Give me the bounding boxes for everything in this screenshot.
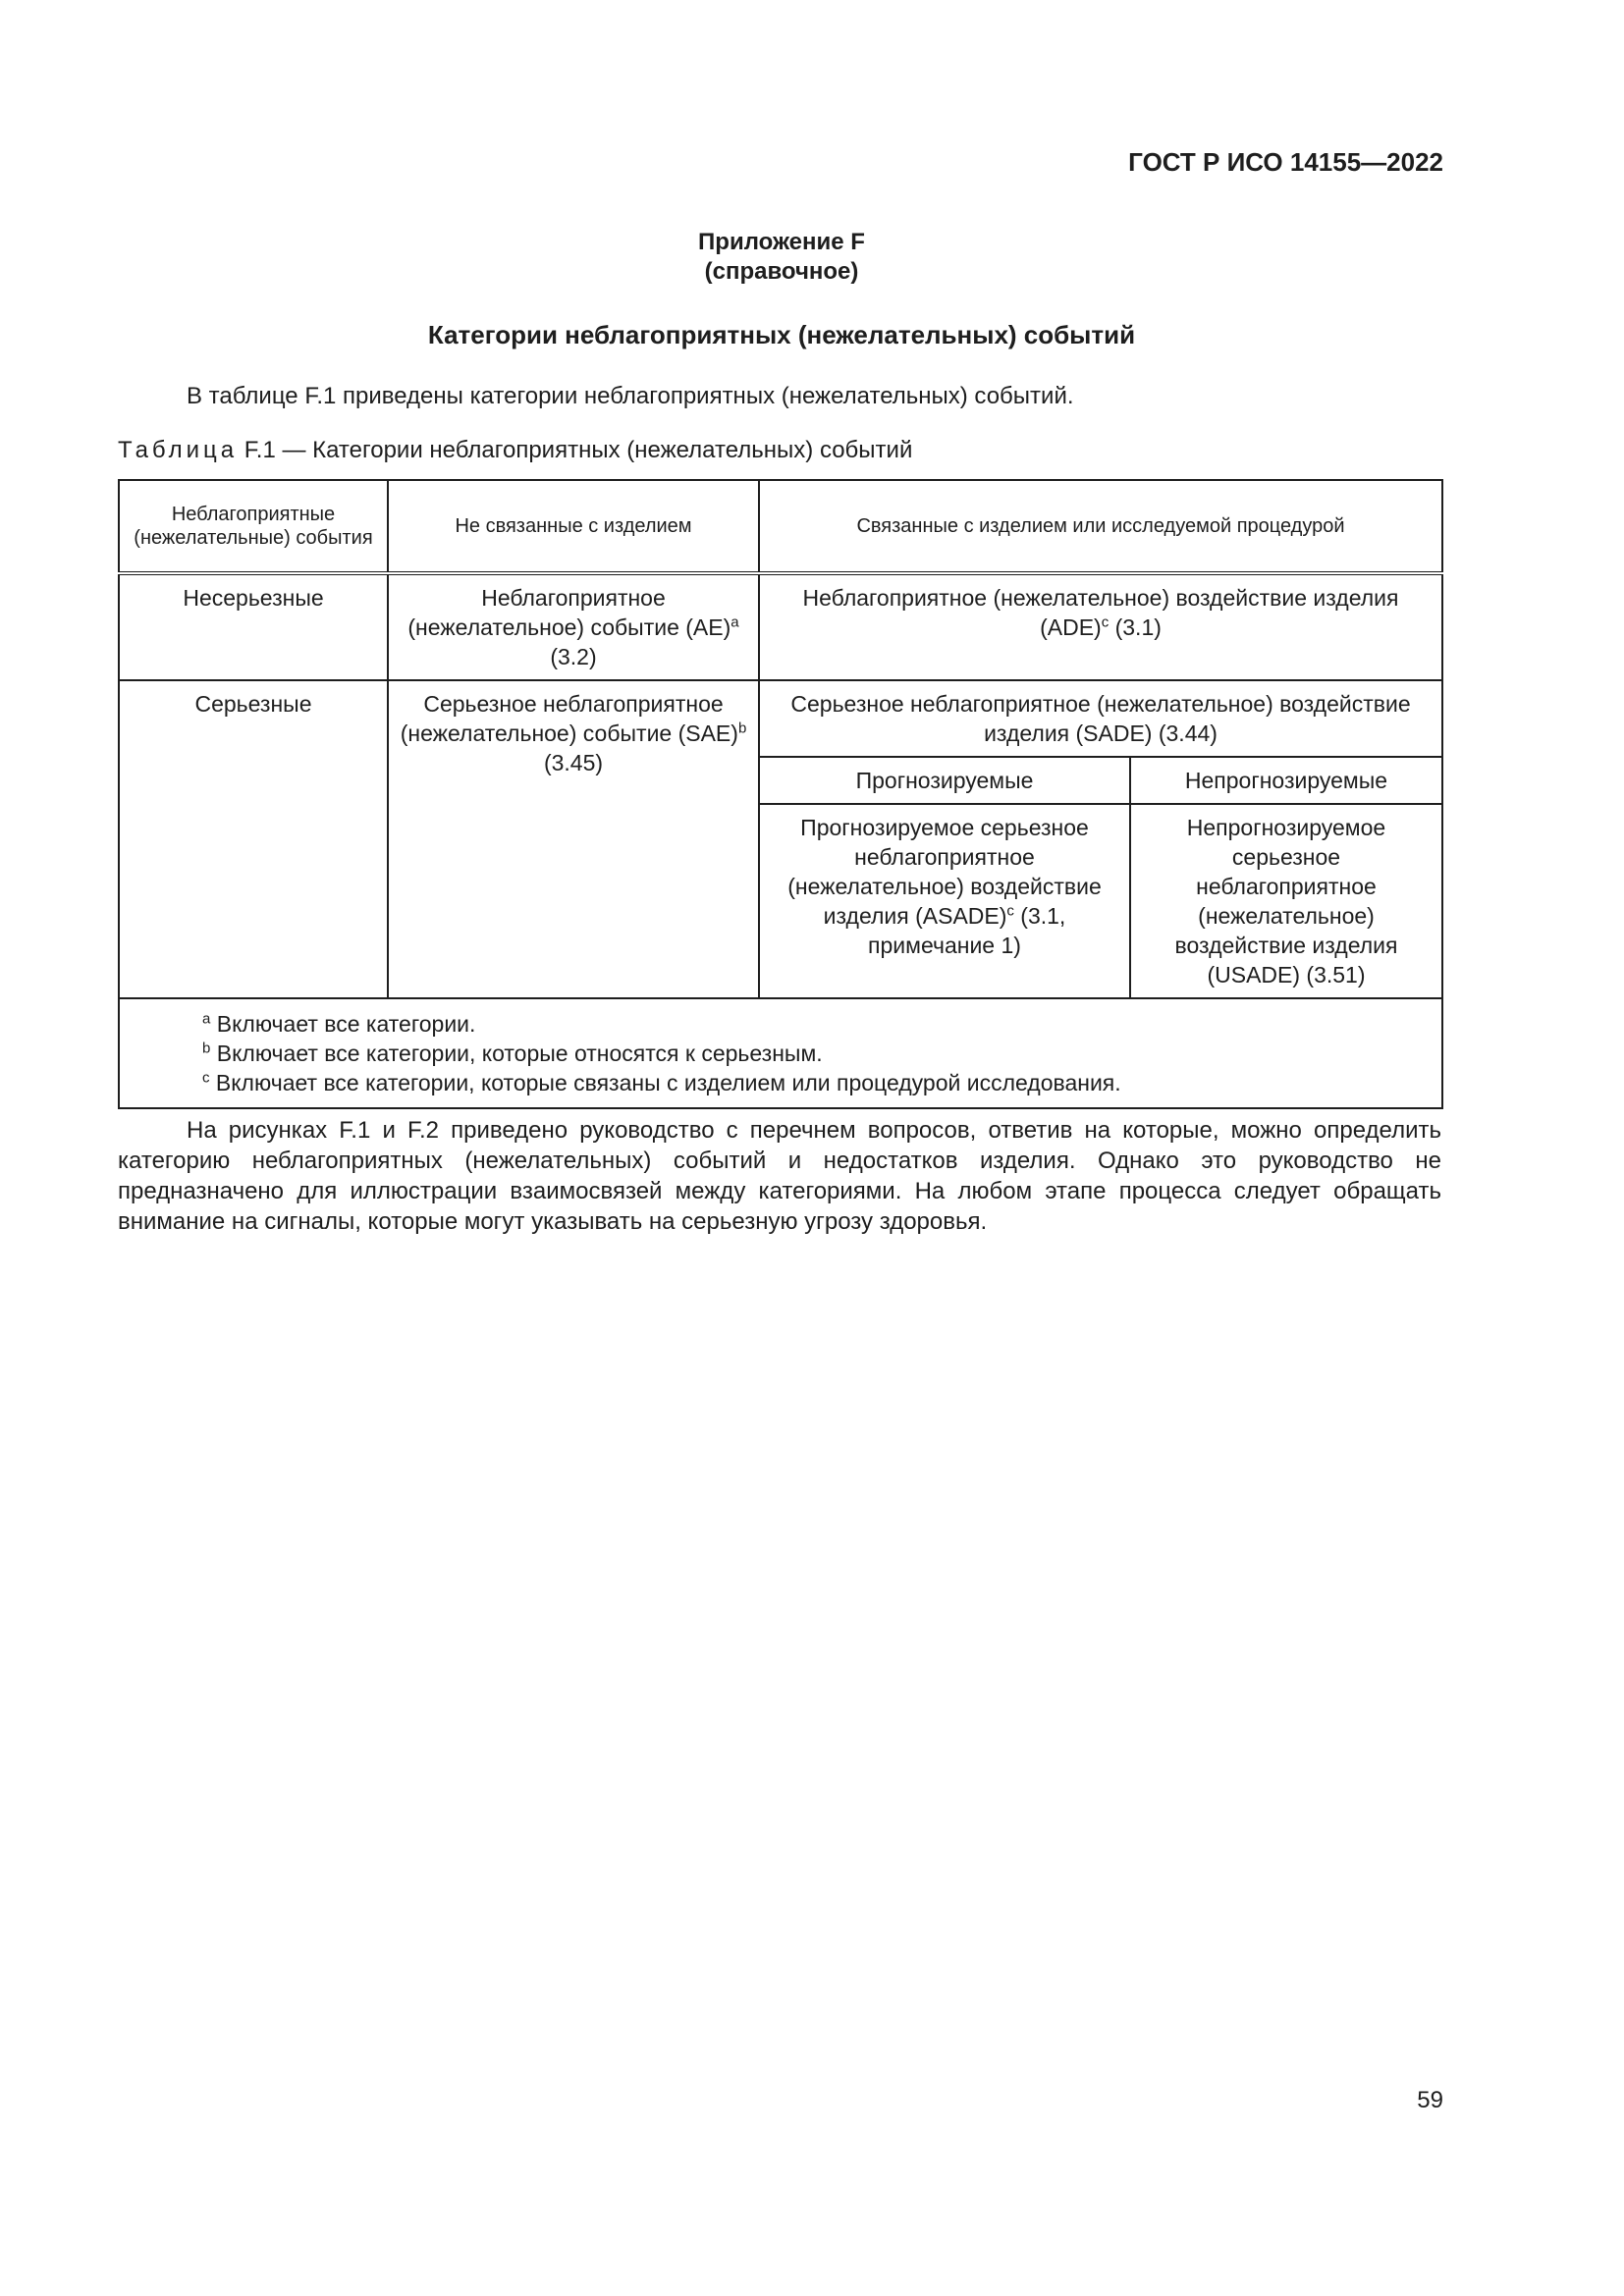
sae-text: Серьезное неблагоприятное (нежелательное) событие (SAE) [400, 691, 738, 746]
table-row-nonserious [119, 573, 1442, 680]
footnote-text: Включает все категории, которые относятся к серьезным. [210, 1041, 823, 1066]
cell-asade [759, 804, 1130, 998]
table-caption [118, 437, 912, 464]
table-header-row [119, 480, 1442, 573]
asade-footnote-mark: c [1006, 902, 1014, 920]
ade-text: Неблагоприятное (нежелательное) воздействие изделия (ADE) [802, 585, 1399, 640]
row-label-serious: Серьезные [119, 680, 388, 998]
header-events: Неблагоприятные (нежелательные) события [119, 480, 388, 573]
table-row-serious [119, 680, 1442, 757]
guidance-paragraph [118, 1115, 1441, 1237]
ae-ref: (3.2) [550, 644, 597, 669]
ae-footnote-mark: a [731, 614, 739, 631]
header-device-related: Связанные с изделием или исследуемой процедурой [759, 480, 1442, 573]
ade-footnote-mark: c [1101, 614, 1110, 631]
cell-unanticipated-label: Непрогнозируемые [1130, 757, 1442, 804]
footnote-mark: a [202, 1010, 211, 1028]
footnote-text: Включает все категории, которые связаны с изделием или процедурой исследования. [209, 1070, 1121, 1095]
row-label-nonserious: Несерьезные [119, 573, 388, 680]
event-categories-table [118, 479, 1443, 1109]
standard-code: ГОСТ Р ИСО 14155—2022 [1128, 147, 1443, 177]
cell-sae [388, 680, 759, 998]
table-footnotes [119, 998, 1442, 1108]
intro-paragraph: В таблице F.1 приведены категории неблагоприятных (нежелательных) событий. [187, 383, 1074, 409]
footnote-mark: c [202, 1069, 210, 1087]
asade-ref: (3.1, примечание 1) [868, 903, 1066, 958]
header-not-device-related: Не связанные с изделием [388, 480, 759, 573]
footnote-text: Включает все категории. [210, 1011, 476, 1037]
annex-status: (справочное) [704, 258, 859, 285]
footnote-b [202, 1039, 1432, 1068]
guidance-paragraph-text: На рисунках F.1 и F.2 приведено руководство с перечнем вопросов, ответив на которые, можно определить категорию неблагоприятных (нежелательных) событий и недостатков изделия. Однако это руководство не предназначено для иллюстрации взаимосвязей между категориями. На любом этапе процесса следует обращать внимание на сигналы, которые могут указывать на серьезную угрозу здоровья. [118, 1117, 1441, 1235]
cell-sade: Серьезное неблагоприятное (нежелательное) воздействие изделия (SADE) (3.44) [759, 680, 1442, 757]
asade-text: Прогнозируемое серьезное неблагоприятное (нежелательное) воздействие изделия (ASADE) [787, 815, 1102, 929]
cell-usade: Непрогнозируемое серьезное неблагоприятное (нежелательное) воздействие изделия (USADE) (3.51) [1130, 804, 1442, 998]
annex-heading [0, 228, 1563, 287]
footnote-c [202, 1068, 1432, 1097]
annex-title: Категории неблагоприятных (нежелательных) событий [427, 320, 1136, 349]
table-caption-label: Таблица [118, 437, 239, 463]
ae-text: Неблагоприятное (нежелательное) событие (AE) [407, 585, 731, 640]
table-footnotes-row [119, 998, 1442, 1108]
annex-label: Приложение F [698, 229, 865, 255]
ade-ref: (3.1) [1109, 614, 1162, 640]
cell-ae [388, 573, 759, 680]
cell-ade [759, 573, 1442, 680]
page-number: 59 [1417, 2087, 1443, 2113]
cell-anticipated-label: Прогнозируемые [759, 757, 1130, 804]
table-caption-text: F.1 — Категории неблагоприятных (нежелательных) событий [238, 437, 913, 463]
footnote-mark: b [202, 1040, 211, 1057]
sae-ref: (3.45) [543, 750, 604, 775]
sae-footnote-mark: b [737, 720, 747, 737]
footnote-a [202, 1009, 1432, 1039]
